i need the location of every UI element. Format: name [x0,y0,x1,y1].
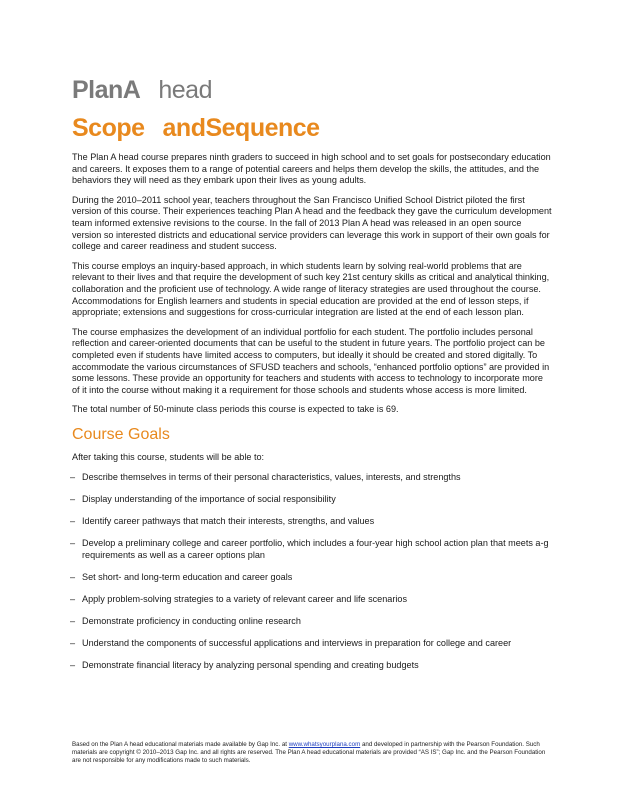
goal-item [72,660,552,672]
goal-text: Develop a preliminary college and career portfolio, which includes a four-year high school action plan that meets a-g requirements as well as a career options plan [82,538,549,560]
goal-text: Describe themselves in terms of their personal characteristics, values, interests, and strengths [82,472,461,483]
dash-bullet: – [70,660,76,671]
goal-text: Identify career pathways that match their interests, strengths, and values [82,516,375,527]
course-goals-list [72,472,552,672]
document-title-line-2 [72,114,320,143]
dash-bullet: – [70,494,76,505]
goal-item [72,616,552,628]
goal-item [72,516,552,528]
document-title-line-1 [72,76,212,105]
title-and-sequence: andSequence [162,114,320,142]
dash-bullet: – [70,472,76,483]
goal-item [72,572,552,584]
goal-item [72,472,552,484]
footnote-text-end: and developed in partnership with the Pearson Foundation. Such materials are copyright © 2010–2013 Gap Inc. and all rights are reserved. The Plan A head educational materials are provided “AS IS”; Gap Inc. and the Pearson Foundation are not responsible for any modifications made to such materials. [72,741,546,765]
course-goals-heading: Course Goals [72,425,170,443]
goal-text: Set short- and long-term education and career goals [82,572,293,583]
paragraph-intro: The Plan A head course prepares ninth graders to succeed in high school and to set goals for postsecondary education and careers. It exposes them to a range of potential careers and helps them develop the skills, the attitudes, and the behaviors they will need as they embark upon their lives as young adults. [72,152,551,186]
paragraph-approach: This course employs an inquiry-based approach, in which students learn by solving real-world problems that are relevant to their lives and that require the development of such key 21st century skills as critical and analytical thinking, collaboration and the proficient use of technology. A wide range of literacy strategies are used throughout the course. Accommodations for English learners and students in special education are provided at the end of lesson steps, if appropriate; extensions and suggestions for cross-curricular integration are listed at the end of each lesson plan. [72,260,550,318]
footnote [72,741,552,766]
goal-text: Understand the components of successful applications and interviews in preparation for college and career [82,638,512,649]
title-plan: PlanA [72,76,141,104]
dash-bullet: – [70,594,76,605]
dash-bullet: – [70,572,76,583]
paragraph-class-periods: The total number of 50-minute class periods this course is expected to take is 69. [72,404,399,415]
document-body [72,152,552,683]
dash-bullet: – [70,638,76,649]
goal-item [72,638,552,650]
dash-bullet: – [70,516,76,527]
goal-text: Demonstrate proficiency in conducting online research [82,616,301,627]
course-goals-intro: After taking this course, students will be able to: [72,452,265,463]
goal-text: Display understanding of the importance of social responsibility [82,494,336,505]
goal-text: Demonstrate financial literacy by analyzing personal spending and creating budgets [82,660,419,671]
paragraph-pilot-history: During the 2010–2011 school year, teachers throughout the San Francisco Unified School District piloted the first version of this course. Their experiences teaching Plan A head and the feedback they gave the curriculum development team informed extensive revisions to the course. In the fall of 2013 Plan A head was released in an open source version so interested districts and educational service providers can leverage this work in support of their own goals for college and career readiness and student success. [72,194,552,252]
title-ahead: head [158,76,212,104]
title-scope: Scope [72,114,145,142]
goal-text: Apply problem-solving strategies to a variety of relevant career and life scenarios [82,594,408,605]
whatsyourplana-link[interactable]: www.whatsyourplana.com [288,741,361,748]
dash-bullet: – [70,538,76,549]
dash-bullet: – [70,616,76,627]
paragraph-portfolio: The course emphasizes the development of an individual portfolio for each student. The portfolio includes personal reflection and career-oriented documents that can be useful to the student in future years. The portfolio project can be completed even if students have limited access to computers, but ideally it should be created and stored digitally. To accommodate the various circumstances of SFUSD teachers and schools, “enhanced portfolio options” are provided in some lessons. These provide an opportunity for teachers and students with access to technology to incorporate more of it into the course without making it a requirement for those schools and students whose access is more limited. [72,326,550,395]
goal-item [72,494,552,506]
goal-item [72,538,552,561]
footnote-text-start: Based on the Plan A head educational materials made available by Gap Inc. at [72,741,289,748]
goal-item [72,594,552,606]
